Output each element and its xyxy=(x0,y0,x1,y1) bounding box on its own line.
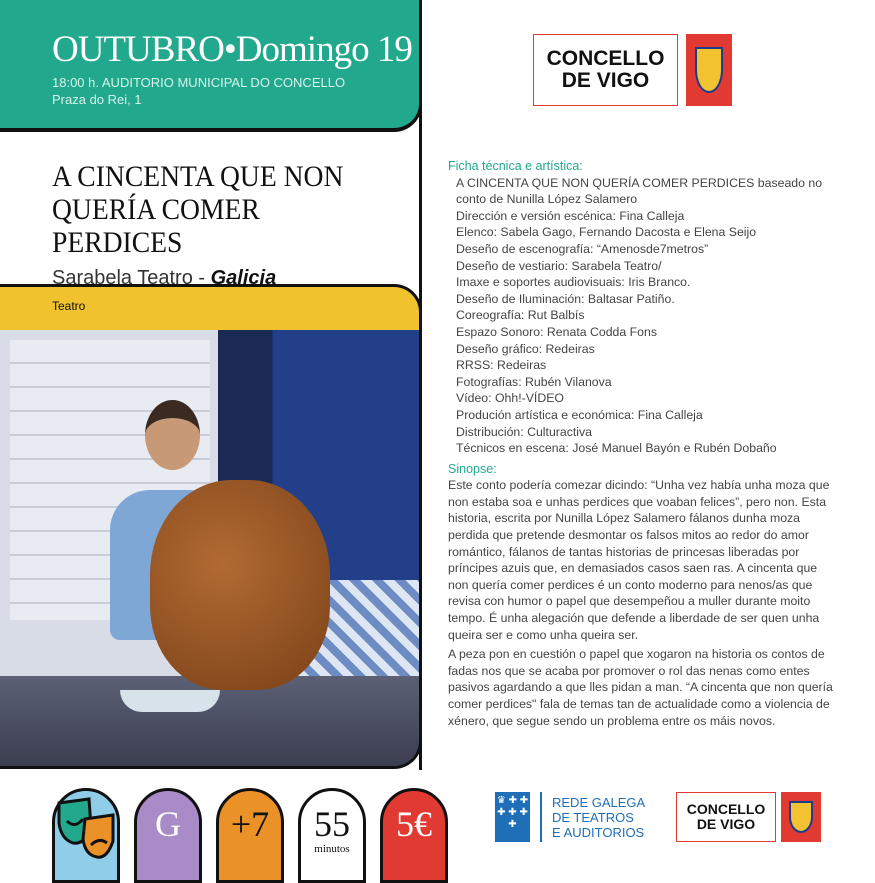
info-column xyxy=(448,158,838,732)
xunta-emblem-icon: ♛ ✚ ✚ ✚ ✚ ✚ ✚ xyxy=(495,792,530,842)
ficha-item: Deseño gráfico: Redeiras xyxy=(456,341,595,356)
concello-de-vigo-logo-small: CONCELLO DE VIGO xyxy=(676,792,821,842)
ficha-item: Elenco: Sabela Gago, Fernando Dacosta e Elena Seijo xyxy=(456,225,757,240)
sinopse-paragraph: Este conto podería comezar dicindo: “Unha vez había unha moza que non estaba soa e unhas perdices que voaban felices”, pero non. Esta historia, escrita por Nunilla López Salamero fálanos dunha moza perdida que pretende desmontar os falsos mitos ao redor do amor romántico, fálanos de tantas historias de princesas liberadas por príncipes azuis que, en demasiados casos saen ras. A cincenta que non quería comer perdices é un conto moderno para nenos/as que revisa con humor o papel que desempeñou a muller durante moito tempo. É unha alegación que defende a liberdade de ser quen unha queira ser e como unha queira ser. xyxy=(448,478,830,642)
ficha-item: A CINCENTA QUE NON QUERÍA COMER PERDICES baseado no conto de Nunilla López Salamero xyxy=(456,175,823,207)
show-photo xyxy=(0,327,422,769)
company: Sarabela Teatro - Galicia xyxy=(52,267,277,289)
theatre-masks-icon xyxy=(52,788,120,883)
show-title: A CINCENTA QUE NON QUERÍA COMER PERDICES xyxy=(52,160,344,259)
event-date: OUTUBRO•Domingo 19 xyxy=(52,29,412,70)
rede-galega-logo: ♛ ✚ ✚ ✚ ✚ ✚ ✚ REDE GALEGA DE TEATROS E AUDITORIOS xyxy=(495,792,645,842)
venue-line-2: Praza do Rei, 1 xyxy=(52,92,142,107)
ficha-heading: Ficha técnica e artística: xyxy=(448,159,583,173)
ficha-item: Dirección e versión escénica: Fina Calleja xyxy=(456,208,685,223)
price-badge: 5€ xyxy=(380,788,448,883)
duration-badge: 55 minutos xyxy=(298,788,366,883)
ficha-item: Espazo Sonoro: Renata Codda Fons xyxy=(456,324,657,339)
date-header xyxy=(0,0,422,132)
ficha-item: Vídeo: Ohh!-VÍDEO xyxy=(456,391,564,406)
ficha-item: Deseño de escenografía: “Amenosde7metros” xyxy=(456,241,709,256)
ficha-item: Fotografías: Rubén Vilanova xyxy=(456,374,612,389)
ficha-item: Técnicos en escena: José Manuel Bayón e Rubén Dobaño xyxy=(456,441,777,456)
photo-actress-head xyxy=(145,400,200,470)
ficha-item: RRSS: Redeiras xyxy=(456,358,547,373)
rating-badge: G xyxy=(134,788,202,883)
ficha-item: Deseño de Iluminación: Baltasar Patiño. xyxy=(456,291,675,306)
concello-de-vigo-logo: CONCELLO DE VIGO xyxy=(533,34,732,106)
sinopse-paragraph: A peza pon en cuestión o papel que xogaron na historia os contos de fadas nos que se acaba por promover o rol das nenas como entes pasivos agardando a que lles pidan a man. “A cincenta que non quería comer perdices" fala de temas tan de actualidade como a violencia de xénero, que segue sendo un problema entre os máis novos. xyxy=(448,647,833,728)
ficha-item: Imaxe e soportes audiovisuais: Iris Branco. xyxy=(456,275,691,290)
coat-of-arms-icon xyxy=(686,34,732,106)
show-title-block xyxy=(52,160,412,290)
ficha-item: Coreografía: Rut Balbís xyxy=(456,308,585,323)
age-badge: +7 xyxy=(216,788,284,883)
sinopse-heading: Sinopse: xyxy=(448,461,497,476)
ficha-list xyxy=(448,175,838,457)
ficha-item: Produción artística e económica: Fina Calleja xyxy=(456,407,703,422)
coat-of-arms-icon xyxy=(781,792,821,842)
venue-line-1: 18:00 h. AUDITORIO MUNICIPAL DO CONCELLO xyxy=(52,75,346,90)
photo-bowl xyxy=(120,690,220,712)
info-badges xyxy=(52,788,448,883)
ficha-item: Deseño de vestiario: Sarabela Teatro/ xyxy=(456,258,662,273)
genre-band xyxy=(0,284,422,330)
photo-teddy-bear xyxy=(150,480,330,690)
genre-label: Teatro xyxy=(52,299,86,313)
ficha-item: Distribución: Culturactiva xyxy=(456,424,592,439)
